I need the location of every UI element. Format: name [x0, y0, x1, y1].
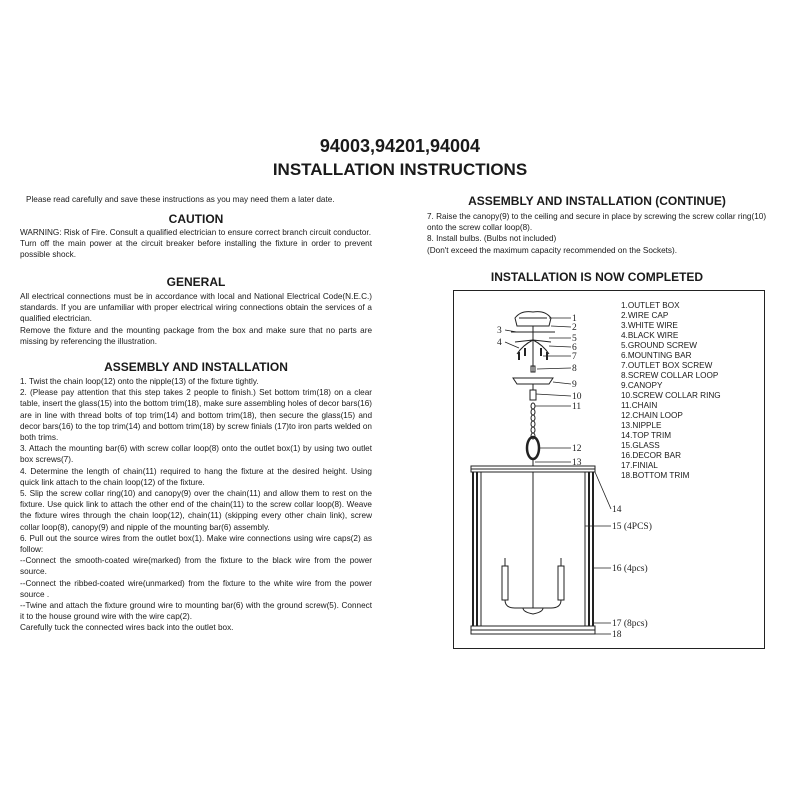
callout-8: 8	[572, 364, 577, 374]
page-title: INSTALLATION INSTRUCTIONS	[272, 160, 528, 179]
parts-legend-item: 9.CANOPY	[621, 381, 663, 390]
general-text	[20, 291, 372, 347]
parts-legend-item: 4.BLACK WIRE	[621, 331, 679, 340]
callout-1: 1	[572, 314, 577, 324]
assembly-steps	[20, 376, 372, 634]
assembly-step: --Connect the smooth-coated wire(marked) from the fixture to the black wire from the power source.	[20, 556, 372, 577]
assembly-step: --Twine and attach the fixture ground wire to mounting bar(6) with the ground screw(5). Connect it to the house ground wire with the wire cap(2).	[20, 601, 372, 622]
callout-12: 12	[572, 444, 582, 454]
parts-legend-item: 12.CHAIN LOOP	[621, 411, 683, 420]
assembly-step: --Connect the ribbed-coated wire(unmarked) from the fixture to the white wire from the power source .	[20, 578, 372, 599]
parts-legend-item: 13.NIPPLE	[621, 421, 662, 430]
caution-heading: CAUTION	[168, 212, 224, 226]
parts-legend-item: 6.MOUNTING BAR	[621, 351, 692, 360]
callout-13: 13	[572, 458, 582, 468]
parts-legend-item: 14.TOP TRIM	[621, 431, 672, 440]
callout-6: 6	[572, 343, 577, 353]
assembly-continue-line: (Don't exceed the maximum capacity recommended on the Sockets).	[427, 245, 678, 255]
caution-line: Turn off the main power at the circuit breaker before installing the fixture in order to prevent possible shock.	[20, 239, 372, 260]
parts-legend-item: 2.WIRE CAP	[621, 311, 669, 320]
chain-drawing	[531, 403, 535, 439]
caution-line: WARNING: Risk of Fire. Consult a qualified electrician to ensure correct branch circuit conductor.	[20, 228, 371, 237]
callout-14: 14	[612, 505, 622, 515]
assembly-continue-line: 7. Raise the canopy(9) to the ceiling and secure in place by screwing the screw collar ring(10) onto the screw collar loop(8).	[427, 212, 767, 233]
callout-18: 18	[612, 630, 622, 640]
parts-legend-item: 1.OUTLET BOX	[621, 301, 680, 310]
callout-17: 17 (8pcs)	[612, 619, 648, 629]
assembly-step: 2. (Please pay attention that this step takes 2 people to finish.) Set bottom trim(18) on a clear table, insert the glass(15) into the bottom trim(18), make sure assembling holes of decor bars(16) are in line with thread bolts of top trim(14) and bottom trim(18), then secure the glass(15) and decor bars(16) to the top trim(14) and bottom trim(18) by screw finials (17)to iron parts welded on both trims.	[20, 388, 372, 443]
assembly-continue-heading: ASSEMBLY AND INSTALLATION (CONTINUE)	[468, 194, 726, 208]
callout-4: 4	[497, 338, 502, 348]
candle-arms-drawing	[502, 472, 564, 614]
assembly-continue-line: 8. Install bulbs. (Bulbs not included)	[427, 234, 557, 244]
parts-legend-item: 18.BOTTOM TRIM	[621, 471, 690, 480]
callout-9: 9	[572, 380, 577, 390]
callout-7: 7	[572, 352, 577, 362]
general-line: Remove the fixture and the mounting package from the box and make sure that no parts are missing by referencing the illustration.	[20, 325, 372, 346]
intro-text: Please read carefully and save these instructions as you may need them a later date.	[26, 195, 335, 204]
parts-legend-item: 17.FINIAL	[621, 461, 658, 470]
parts-legend-item: 8.SCREW COLLAR LOOP	[621, 371, 719, 380]
caution-text	[20, 227, 372, 261]
parts-legend-item: 7.OUTLET BOX SCREW	[621, 361, 713, 370]
canopy-drawing	[513, 378, 553, 400]
assembly-step: 4. Determine the length of chain(11) required to hang the fixture at the desired height. Using quick link attach to the chain loop(12) of the fixture.	[20, 466, 372, 487]
callout-15: 15 (4PCS)	[612, 522, 652, 532]
assembly-step: Carefully tuck the connected wires back into the outlet box.	[20, 623, 234, 633]
general-line: All electrical connections must be in accordance with local and National Electrical Code(N.E.C.) standards. If you are unfamiliar with proper electrical wiring connections obtain the services of a qualified electrician.	[20, 292, 372, 324]
assembly-continue-text	[427, 211, 767, 256]
parts-legend-item: 11.CHAIN	[621, 401, 658, 410]
callout-10: 10	[572, 392, 582, 402]
parts-legend-item: 10.SCREW COLLAR RING	[621, 391, 721, 400]
callout-16: 16 (4pcs)	[612, 564, 648, 574]
assembly-step: 6. Pull out the source wires from the outlet box(1). Make wire connections using wire caps(2) as follow:	[20, 533, 372, 555]
parts-legend-item: 3.WHITE WIRE	[621, 321, 678, 330]
callout-5: 5	[572, 334, 577, 344]
general-heading: GENERAL	[166, 275, 226, 289]
callout-3: 3	[497, 326, 502, 336]
assembly-step: 1. Twist the chain loop(12) onto the nipple(13) of the fixture tightly.	[20, 377, 259, 386]
model-numbers: 94003,94201,94004	[319, 136, 481, 156]
completed-heading: INSTALLATION IS NOW COMPLETED	[490, 270, 704, 284]
parts-legend-item: 16.DECOR BAR	[621, 451, 682, 460]
mounting-bar-drawing	[511, 326, 555, 372]
assembly-step: 5. Slip the screw collar ring(10) and canopy(9) over the chain(11) and allow them to rest on the fixture. Use quick link to attach the other end of the chain(11) to the screw collar loop(8). Weave the fixture wires through the chain loop(12), chain(11) (skipping every other chain link), screw collar loop(8), canopy(9) and nipple of the mounting bar(6) assembly.	[20, 489, 372, 532]
assembly-step: 3. Attach the mounting bar(6) with screw collar loop(8) onto the outlet box(1) by using two outlet box screws(7).	[20, 444, 372, 465]
outlet-box-drawing	[515, 312, 551, 326]
callout-11: 11	[572, 402, 582, 412]
assembly-heading: ASSEMBLY AND INSTALLATION	[104, 360, 288, 374]
bottom-trim-drawing	[471, 626, 595, 634]
parts-legend-item: 15.GLASS	[621, 441, 660, 450]
parts-legend	[621, 301, 721, 481]
callout-2: 2	[572, 323, 577, 333]
parts-legend-item: 5.GROUND SCREW	[621, 341, 697, 350]
